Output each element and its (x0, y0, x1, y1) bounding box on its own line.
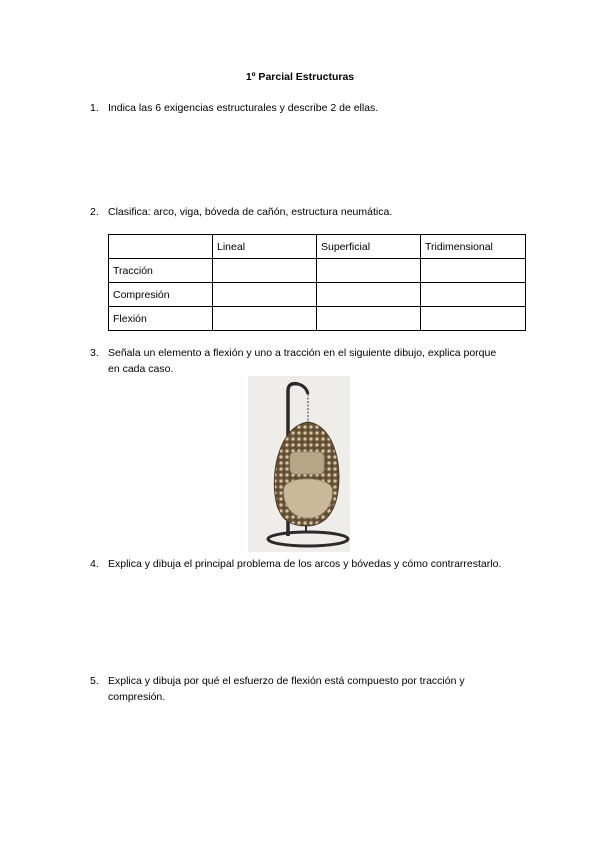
row-label: Compresión (109, 283, 213, 307)
table-header-cell: Lineal (213, 235, 317, 259)
page-title: 1º Parcial Estructuras (245, 71, 355, 83)
question-text: Clasifica: arco, viga, bóveda de cañón, estructura neumática. (108, 206, 393, 218)
question-number: 2. (90, 206, 99, 218)
row-label: Tracción (109, 259, 213, 283)
table-cell (213, 283, 317, 307)
table-cell (421, 283, 526, 307)
table-cell (317, 259, 421, 283)
table-cell (317, 307, 421, 331)
table-cell (213, 259, 317, 283)
stand-base (268, 532, 348, 546)
table-header-cell: Superficial (317, 235, 421, 259)
question-text: Señala un elemento a flexión y uno a tracción en el siguiente dibujo, explica porque (108, 347, 497, 359)
stand-arm (298, 384, 308, 394)
question-number: 4. (90, 558, 99, 570)
table-cell (421, 307, 526, 331)
hanging-chair-illustration (248, 376, 350, 552)
row-label: Flexión (109, 307, 213, 331)
table-cell (213, 307, 317, 331)
table-row (109, 307, 526, 331)
table-row (109, 283, 526, 307)
question-text-continued: en cada caso. (108, 363, 174, 375)
question-text-continued: compresión. (108, 691, 166, 703)
table-row (109, 259, 526, 283)
question-text: Explica y dibuja el principal problema de los arcos y bóvedas y cómo contrarrestarlo. (108, 558, 502, 570)
question-number: 5. (90, 675, 99, 687)
table-header-cell (109, 235, 213, 259)
hanging-egg-chair-image (248, 376, 350, 552)
classification-table (108, 234, 526, 331)
question-text: Explica y dibuja por qué el esfuerzo de flexión está compuesto por tracción y (108, 675, 465, 687)
question-number: 3. (90, 347, 99, 359)
question-number: 1. (90, 102, 99, 114)
table-cell (317, 283, 421, 307)
table-header-cell: Tridimensional (421, 235, 526, 259)
question-text: Indica las 6 exigencias estructurales y describe 2 de ellas. (108, 102, 379, 114)
back-pillow (290, 452, 324, 474)
table-cell (421, 259, 526, 283)
table-header-row (109, 235, 526, 259)
